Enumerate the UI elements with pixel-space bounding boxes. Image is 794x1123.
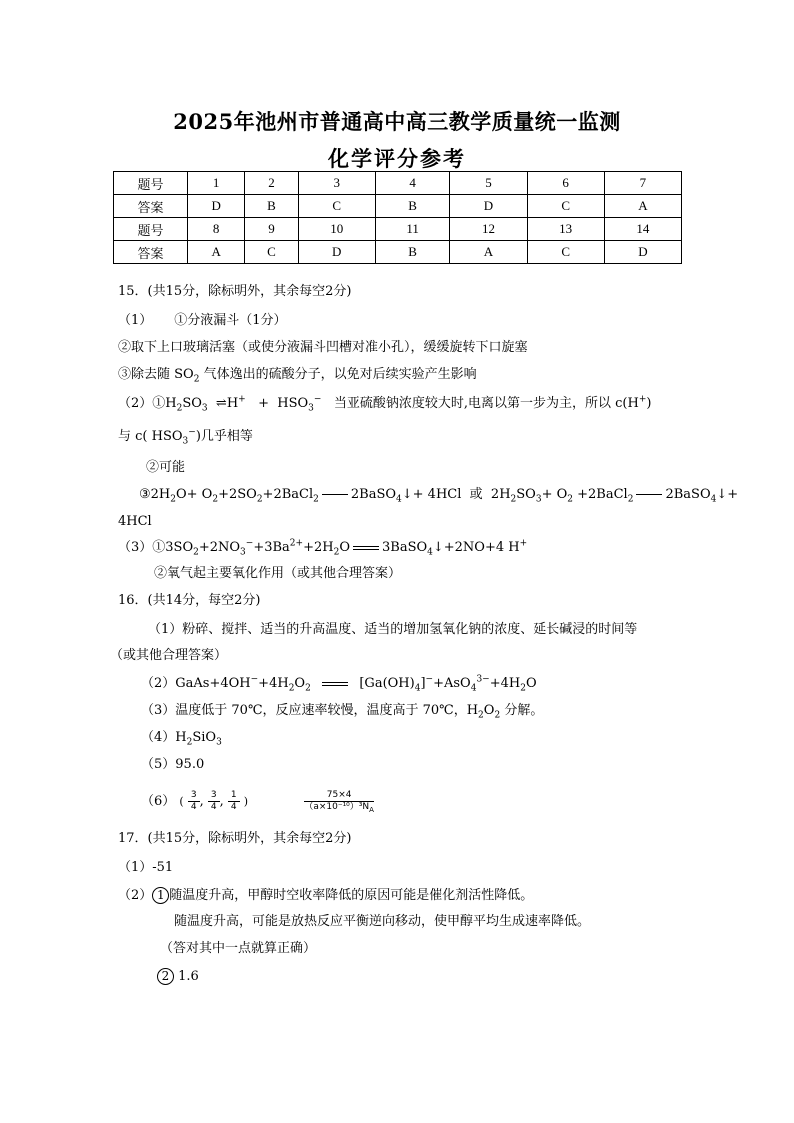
table-cell: A [604,195,681,218]
q17-p1: （1）-51 [118,860,174,875]
q15-p1-c: ③除去随 $SO_2$ 气体逸出的硫酸分子，以免对后续实验产生影响 [118,367,477,385]
q15-p2: $(2)①H_2SO_3$ ⇌H+ + $HSO_3^-$ 当亚硫酸钠浓度较大时,电离以第一步为主，所以 c(H+) [118,394,652,414]
table-row-label: 答案 [114,195,188,218]
table-cell: 1 [188,172,245,195]
table-cell: D [188,195,245,218]
answer-table [113,171,682,264]
q16-p6-fraction: $\frac{75\times 4}{(a\times 10^{-10})^3N_A}$ [304,790,374,814]
table-cell: 7 [604,172,681,195]
q15-p1: （1） ①分液漏斗（1分） [118,313,287,328]
table-row-answer-2 [114,241,682,264]
page-title: 2025年池州市普通高中高三教学质量统一监测 [173,109,621,134]
table-cell: D [604,241,681,264]
q16-p6: （6） ( $\frac{3}{4}$ , $\frac{3}{4}$ , $\frac{1}{4}$ ) $\frac{75\times 4}{(a\times 10^{-10})^3N_A}$ [141,790,374,814]
table-cell: 4 [375,172,450,195]
page-subtitle: 化学评分参考 [328,146,466,171]
q16-p1: （1）粉碎、搅拌、适当的升高温度、适当的增加氢氧化钠的浓度、延长碱浸的时间等 [148,622,638,637]
q15-p3-a: $(3)①3SO_2+2NO_3^-+3Ba^{2+}+2H_2O$ 3BaSO$_4$↓+2NO+4 H+ [118,538,528,558]
table-cell: A [188,241,245,264]
table-cell: B [375,241,450,264]
table-cell: B [245,195,298,218]
table-cell: B [375,195,450,218]
q15-header: 15．(共15分，除标明外，其余每空2分) [118,284,352,299]
table-cell: 13 [527,218,604,241]
table-cell: 9 [245,218,298,241]
table-cell: D [298,241,375,264]
table-cell: 12 [450,218,527,241]
table-row-question-2 [114,218,682,241]
q15-p1-b: ②取下上口玻璃活塞（或使分液漏斗凹槽对准小孔），缓缓旋转下口旋塞 [118,340,528,355]
q16-p2: $(2)GaAs+4OH^-+4H_2O_2$ $[Ga(OH)_4]^-+AsO_4^{3-}+4H_2O$ [141,674,537,694]
q17-header: 17．(共15分，除标明外，其余每空2分) [118,831,352,846]
q16-p4: $(4)H_2SiO_3$ [141,730,222,748]
q15-p2-b: ②可能 [146,460,186,475]
table-cell: 6 [527,172,604,195]
table-cell: C [527,195,604,218]
table-cell: 8 [188,218,245,241]
q17-p2: （2） 1 随温度升高，甲醇时空收率降低的原因可能是催化剂活性降低。 [118,888,534,903]
table-cell: 3 [298,172,375,195]
table-row-label: 答案 [114,241,188,264]
table-cell: 10 [298,218,375,241]
table-cell: 14 [604,218,681,241]
table-cell: D [450,195,527,218]
table-cell: 11 [375,218,450,241]
q15-p2-cont: 与 c( $HSO_3^-$)几乎相等 [118,427,253,447]
q15-p3-b: ②氧气起主要氧化作用（或其他合理答案） [154,566,402,581]
table-cell: C [527,241,604,264]
q17-p2-b: 2 1.6 [157,968,199,985]
q17-p2-note: （答对其中一点就算正确） [160,941,317,956]
table-row-question-1 [114,172,682,195]
table-row-label: 题号 [114,172,188,195]
q16-p5: （5）95.0 [141,757,205,772]
circle-number-2: 2 [157,968,174,985]
table-row-answer-1 [114,195,682,218]
table-cell: 5 [450,172,527,195]
circle-number-1: 1 [152,887,169,904]
table-row-label: 题号 [114,218,188,241]
q16-p1-cont: （或其他合理答案） [110,648,228,663]
q16-header: 16．(共14分，每空2分) [118,593,261,608]
q17-p2-a2: 随温度升高，可能是放热反应平衡逆向移动，使甲醇平均生成速率降低。 [174,914,591,929]
q15-p2-c: $③2H_2O+$ $O_2+2SO_2+2BaCl_2$ 2BaSO$_4$↓+ 4HCl 或 $2H_2SO_3+ O_2$ +2BaCl$_2$ 2BaSO$_4$↓+ [139,487,739,505]
table-cell: C [298,195,375,218]
table-cell: C [245,241,298,264]
q15-p2-c-tail: 4HCl [118,514,152,529]
table-cell: A [450,241,527,264]
table-cell: 2 [245,172,298,195]
q16-p3: （3）温度低于 70℃，反应速率较慢，温度高于 70℃，$H_2O_2$ 分解。 [141,703,544,721]
